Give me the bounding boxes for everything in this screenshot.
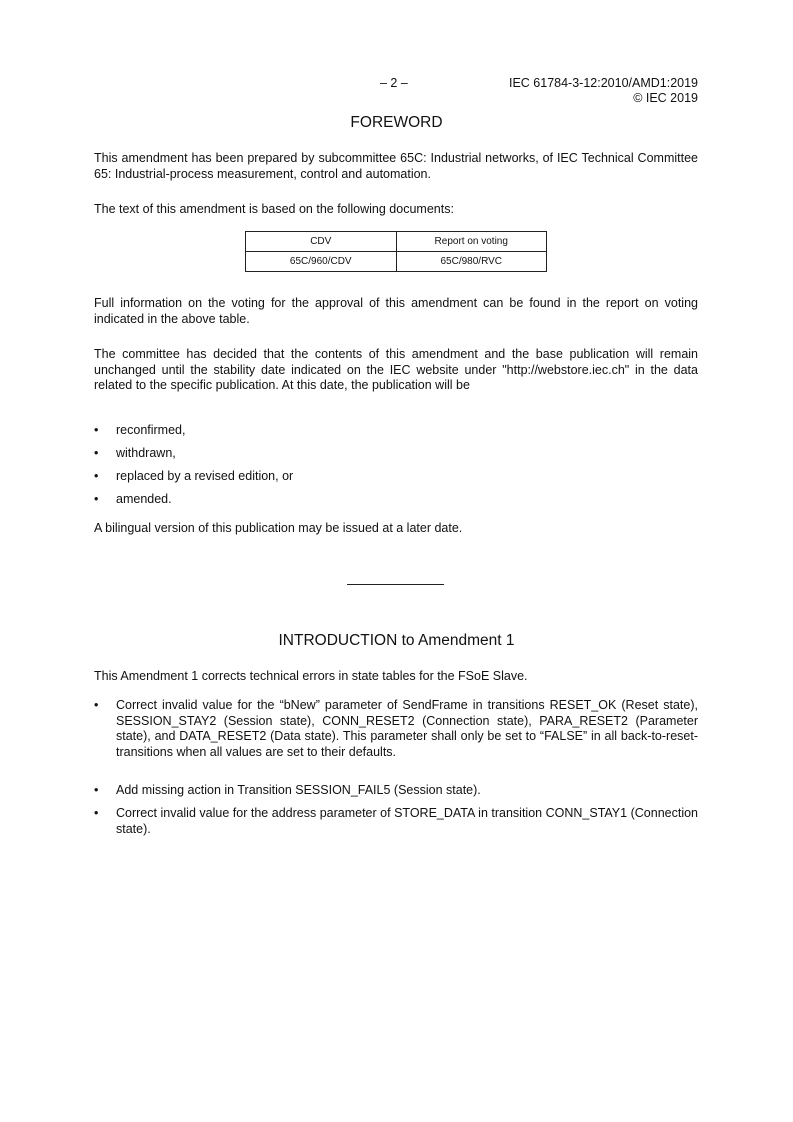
- bullet-icon: •: [94, 492, 99, 506]
- document-reference: [509, 76, 698, 106]
- section-divider: [347, 584, 444, 585]
- foreword-paragraph: Full information on the voting for the approval of this amendment can be found in the report on voting indicated in the above table.: [94, 296, 698, 326]
- document-reference-line: IEC 61784-3-12:2010/AMD1:2019: [508, 76, 698, 90]
- bullet-icon: •: [94, 806, 99, 820]
- table-header-cell: Report on voting: [396, 232, 547, 252]
- foreword-paragraph: A bilingual version of this publication may be issued at a later date.: [94, 521, 463, 535]
- bullet-icon: •: [94, 446, 99, 460]
- introduction-paragraph: This Amendment 1 corrects technical errors in state tables for the FSoE Slave.: [94, 669, 528, 683]
- list-item: • withdrawn,: [94, 446, 176, 460]
- voting-documents-table: [245, 231, 547, 272]
- list-item: • reconfirmed,: [94, 423, 186, 437]
- foreword-title: FOREWORD: [350, 114, 443, 131]
- bullet-icon: •: [94, 423, 99, 437]
- bullet-icon: •: [94, 698, 99, 712]
- list-item: • Correct invalid value for the “bNew” parameter of SendFrame in transitions RESET_OK (Reset state), SESSION_STAY2 (Session state), CONN_RESET2 (Connection state), PARA_RESET2 (Parameter state), and DATA_RESET2 (Data state). This parameter shall only be set to “FALSE” in all back-to-reset-transitions when all values are set to their defaults.: [94, 698, 698, 759]
- bullet-icon: •: [94, 783, 99, 797]
- copyright-line: © IEC 2019: [633, 91, 698, 105]
- table-header-row: [246, 232, 547, 252]
- list-item: • replaced by a revised edition, or: [94, 469, 294, 483]
- table-header-cell: CDV: [246, 232, 397, 252]
- foreword-paragraph: The committee has decided that the contents of this amendment and the base publication will remain unchanged until the stability date indicated on the IEC website under "http://webstore.iec.ch" in the data related to the specific publication. At this date, the publication will be: [94, 347, 698, 392]
- foreword-paragraph: The text of this amendment is based on the following documents:: [94, 202, 454, 216]
- page-number: – 2 –: [380, 76, 408, 90]
- foreword-paragraph: This amendment has been prepared by subcommittee 65C: Industrial networks, of IEC Technical Committee 65: Industrial-process measurement, control and automation.: [94, 151, 698, 181]
- list-item: • amended.: [94, 492, 172, 506]
- table-cell: 65C/980/RVC: [396, 252, 547, 272]
- introduction-title: INTRODUCTION to Amendment 1: [278, 632, 515, 649]
- list-item: • Add missing action in Transition SESSION_FAIL5 (Session state).: [94, 783, 481, 797]
- bullet-icon: •: [94, 469, 99, 483]
- list-item: • Correct invalid value for the address parameter of STORE_DATA in transition CONN_STAY1 (Connection state).: [94, 806, 698, 836]
- table-row: [246, 252, 547, 272]
- table-cell: 65C/960/CDV: [246, 252, 397, 272]
